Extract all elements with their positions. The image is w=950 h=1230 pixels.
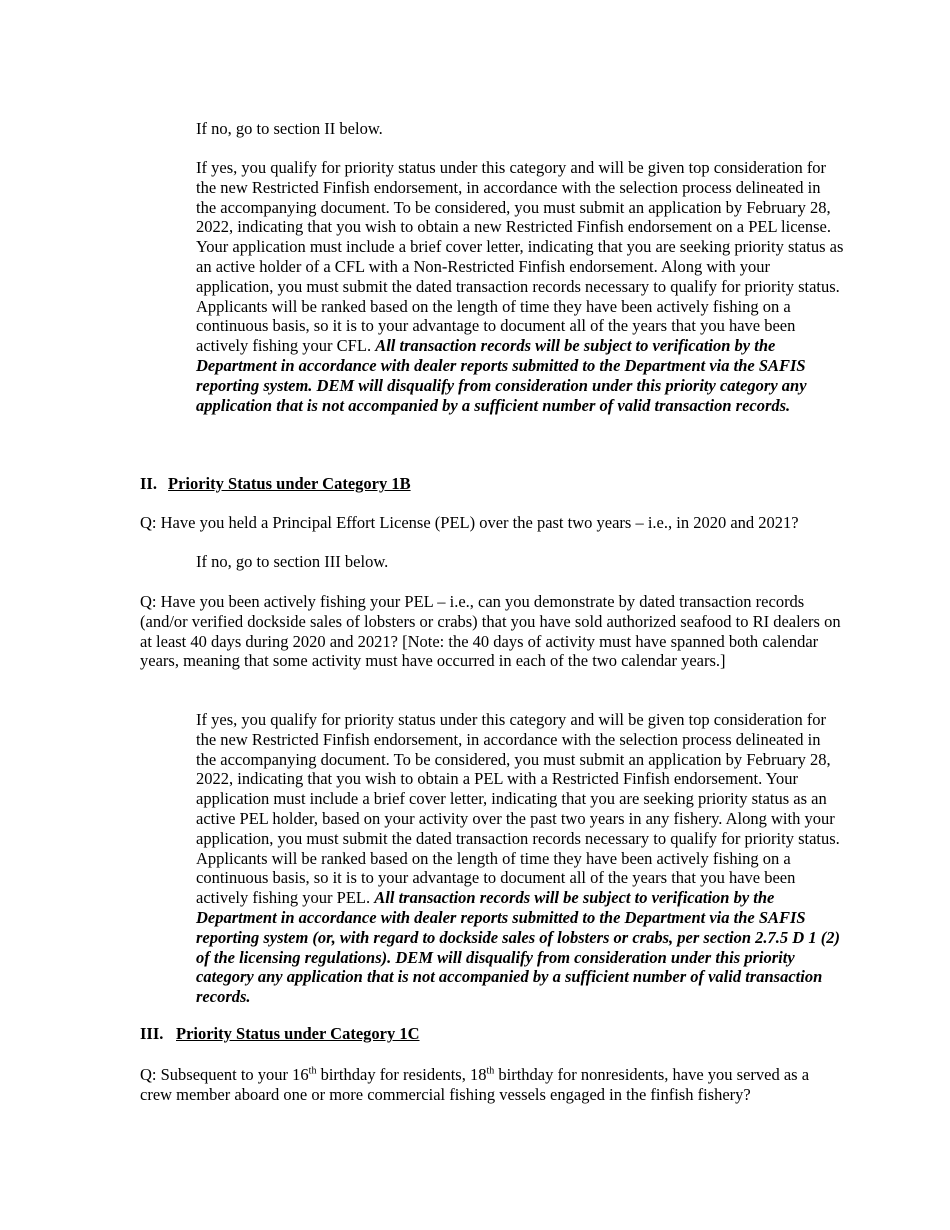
question-pel-held	[140, 513, 844, 533]
question-text-part: Q: Subsequent to your 16	[140, 1065, 309, 1084]
section-title: Priority Status under Category 1B	[168, 474, 411, 493]
question-pel-active	[140, 592, 844, 671]
question-text: Q: Have you been actively fishing your PEL – i.e., can you demonstrate by dated transaction records (and/or verified dockside sales of lobsters or crabs) that you have sold authorized seafood to RI dealers on at least 40 days during 2020 and 2021? [Note: the 40 days of activity must have spanned both calendar years, meaning that some activity must have occurred in each of the two calendar years.]	[140, 592, 841, 671]
section-number: III.	[140, 1024, 164, 1043]
paragraph-if-yes-category-1a	[196, 158, 844, 415]
question-text: Q: Have you held a Principal Effort License (PEL) over the past two years – i.e., in 2020 and 2021?	[140, 513, 799, 532]
section-title: Priority Status under Category 1C	[176, 1024, 420, 1043]
paragraph-if-yes-category-1b	[196, 710, 844, 1007]
paragraph-text: If no, go to section III below.	[196, 552, 389, 571]
paragraph-emphasis: All transaction records will be subject to verification by the Department in accordance with dealer reports submitted to the Department via the SAFIS reporting system. DEM will disqualify from consideration under this priority category any application that is not accompanied by a sufficient number of valid transaction records.	[196, 336, 807, 415]
ordinal-suffix: th	[308, 1065, 317, 1077]
section-heading-2	[140, 474, 411, 494]
question-crew-member	[140, 1065, 844, 1105]
paragraph-text: If yes, you qualify for priority status under this category and will be given top consideration for the new Restricted Finfish endorsement, in accordance with the selection process delineated in the accompanying document. To be considered, you must submit an application by February 28, 2022, indicating that you wish to obtain a PEL with a Restricted Finfish endorsement. Your application must include a brief cover letter, indicating that you are seeking priority status as an active PEL holder, based on your activity over the past two years in any fishery. Along with your application, you must submit the dated transaction records necessary to qualify for priority status. Applicants will be ranked based on the length of time they have been actively fishing on a continuous basis, so it is to your advantage to document all of the years that you have been actively fishing your PEL.	[196, 710, 840, 908]
section-heading-3	[140, 1024, 420, 1044]
paragraph-text: If yes, you qualify for priority status under this category and will be given top consideration for the new Restricted Finfish endorsement, in accordance with the selection process delineated in the accompanying document. To be considered, you must submit an application by February 28, 2022, indicating that you wish to obtain a new Restricted Finfish endorsement on a PEL license. Your application must include a brief cover letter, indicating that you are seeking priority status as an active holder of a CFL with a Non-Restricted Finfish endorsement. Along with your application, you must submit the dated transaction records necessary to qualify for priority status. Applicants will be ranked based on the length of time they have been actively fishing on a continuous basis, so it is to your advantage to document all of the years that you have been actively fishing your CFL.	[196, 158, 844, 356]
paragraph-if-no-section-2	[196, 119, 844, 139]
section-number: II.	[140, 474, 157, 493]
question-text-part: birthday for nonresidents, have you served as a crew member aboard one or more commercial fishing vessels engaged in the finfish fishery?	[140, 1065, 810, 1104]
paragraph-emphasis: All transaction records will be subject to verification by the Department in accordance with dealer reports submitted to the Department via the SAFIS reporting system (or, with regard to dockside sales of lobsters or crabs, per section 2.7.5 D 1 (2) of the licensing regulations). DEM will disqualify from consideration under this priority category any application that is not accompanied by a sufficient number of valid transaction records.	[196, 888, 840, 1007]
paragraph-if-no-section-3	[196, 552, 844, 572]
paragraph-text: If no, go to section II below.	[196, 119, 383, 138]
question-text-part: birthday for residents, 18	[316, 1065, 487, 1084]
ordinal-suffix: th	[486, 1065, 495, 1077]
